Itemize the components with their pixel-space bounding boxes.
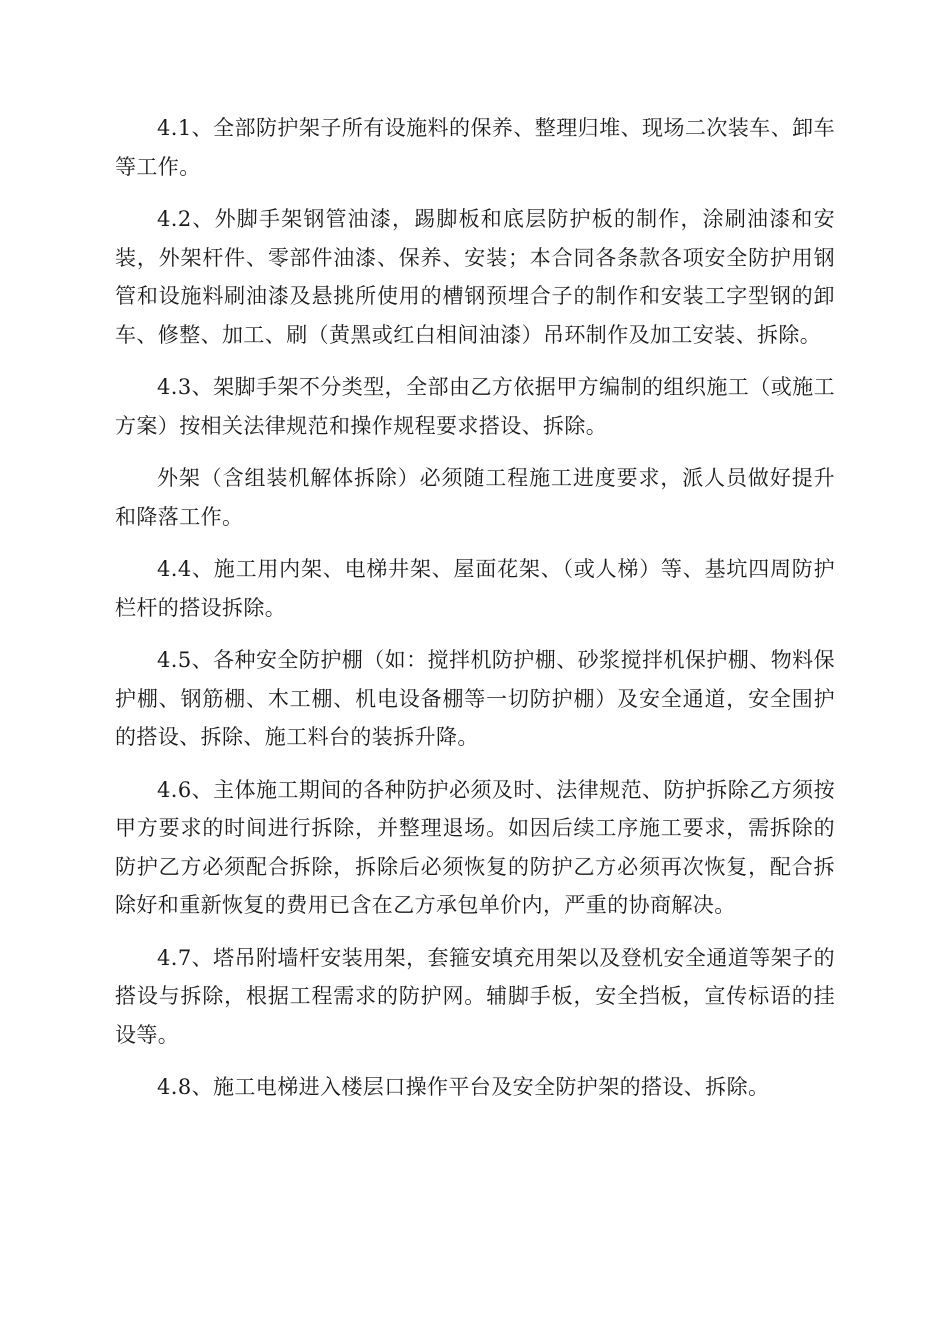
clause-4-3-note: 外架（含组装机解体拆除）必须随工程施工进度要求，派人员做好提升和降落工作。 xyxy=(115,466,835,529)
clause-4-2: 4.2、外脚手架钢管油漆，踢脚板和底层防护板的制作，涂刷油漆和安装，外架杆件、零部件油漆、保养、安装；本合同各条款各项安全防护用钢管和设施料刷油漆及悬挑所使用的槽钢预埋合子的制作和安装工字型钢的卸车、修整、加工、刷（黄黑或红白相间油漆）吊环制作及加工安装、拆除。 xyxy=(115,207,835,347)
clause-4-1: 4.1、全部防护架子所有设施料的保养、整理归堆、现场二次装车、卸车等工作。 xyxy=(115,116,835,179)
clause-4-8: 4.8、施工电梯进入楼层口操作平台及安全防护架的搭设、拆除。 xyxy=(157,1075,770,1099)
clause-4-4: 4.4、施工用内架、电梯井架、屋面花架、（或人梯）等、基坑四周防护栏杆的搭设拆除。 xyxy=(115,557,835,620)
clause-4-3: 4.3、架脚手架不分类型，全部由乙方依据甲方编制的组织施工（或施工方案）按相关法律规范和操作规程要求搭设、拆除。 xyxy=(115,375,835,438)
clause-4-7: 4.7、塔吊附墙杆安装用架，套箍安填充用架以及登机安全通道等架子的搭设与拆除，根据工程需求的防护网。辅脚手板，安全挡板，宣传标语的挂设等。 xyxy=(115,945,835,1047)
clause-4-5: 4.5、各种安全防护棚（如：搅拌机防护棚、砂浆搅拌机保护棚、物料保护棚、钢筋棚、木工棚、机电设备棚等一切防护棚）及安全通道，安全围护的搭设、拆除、施工料台的装拆升降。 xyxy=(115,648,835,749)
document-body xyxy=(115,109,835,1121)
clause-4-6: 4.6、主体施工期间的各种防护必须及时、法律规范、防护拆除乙方须按甲方要求的时间进行拆除，并整理退场。如因后续工序施工要求，需拆除的防护乙方必须配合拆除，拆除后必须恢复的防护乙方必须再次恢复，配合拆除好和重新恢复的费用已含在乙方承包单价内，严重的协商解决。 xyxy=(115,777,835,917)
